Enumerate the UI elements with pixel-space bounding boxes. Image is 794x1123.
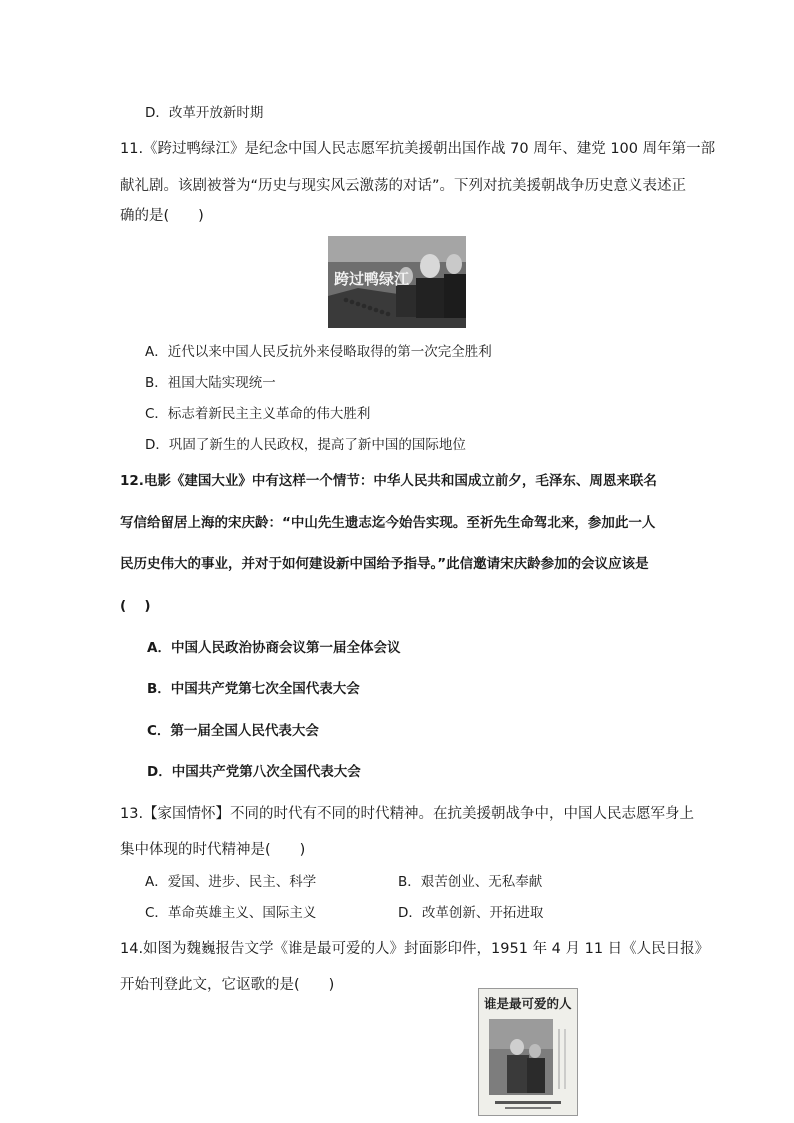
q11-option-d: D．巩固了新生的人民政权，提高了新中国的国际地位	[145, 437, 466, 453]
q12-answer-bracket: ( )	[120, 598, 151, 614]
q13-stem-line1: 13.【家国情怀】不同的时代有不同的时代精神。在抗美援朝战争中，中国人民志愿军身上	[120, 806, 695, 822]
q12-stem-line3: 民历史伟大的事业，并对于如何建设新中国给予指导。”此信邀请宋庆龄参加的会议应该是	[120, 556, 649, 572]
q13-option-b: B．艰苦创业、无私奉献	[398, 874, 543, 890]
q14-stem-line1: 14.如图为魏巍报告文学《谁是最可爱的人》封面影印件，1951 年 4 月 11 日《人民日报》	[120, 941, 710, 957]
q13-option-a: A．爱国、进步、民主、科学	[145, 874, 317, 890]
q11-stem-line2: 献礼剧。该剧被誉为“历史与现实风云激荡的对话”。下列对抗美援朝战争历史意义表述正	[120, 178, 687, 194]
q11-option-b: B．祖国大陆实现统一	[145, 375, 276, 391]
q13-stem-line2: 集中体现的时代精神是( )	[120, 842, 306, 858]
q13-option-c: C．革命英雄主义、国际主义	[145, 905, 317, 921]
q14-book-cover-image	[478, 988, 578, 1116]
q11-drama-poster-image	[328, 236, 466, 328]
q11-stem-line3: 确的是( )	[120, 208, 204, 224]
q12-option-c: C．第一届全国人民代表大会	[147, 723, 319, 739]
q12-stem-line2: 写信给留居上海的宋庆龄：“中山先生遗志迄今始告实现。至祈先生命驾北来，参加此一人	[120, 515, 656, 531]
cover-title-text: 谁是最可爱的人	[484, 996, 572, 1011]
q12-stem-line1: 12.电影《建国大业》中有这样一个情节：中华人民共和国成立前夕，毛泽东、周恩来联名	[120, 473, 657, 489]
q12-option-a: A．中国人民政治协商会议第一届全体会议	[147, 640, 401, 656]
q11-option-c: C．标志着新民主主义革命的伟大胜利	[145, 406, 371, 422]
q12-option-d: D．中国共产党第八次全国代表大会	[147, 764, 361, 780]
q10-option-d: D．改革开放新时期	[145, 105, 264, 121]
q11-option-a: A．近代以来中国人民反抗外来侵略取得的第一次完全胜利	[145, 344, 492, 360]
q11-stem-line1: 11.《跨过鸭绿江》是纪念中国人民志愿军抗美援朝出国作战 70 周年、建党 100 周年第一部	[120, 141, 716, 157]
q14-stem-line2: 开始刊登此文，它讴歌的是( )	[120, 977, 335, 993]
poster-title-text: 跨过鸭绿江	[334, 270, 410, 288]
q12-option-b: B．中国共产党第七次全国代表大会	[147, 681, 360, 697]
q13-option-d: D．改革创新、开拓进取	[398, 905, 544, 921]
